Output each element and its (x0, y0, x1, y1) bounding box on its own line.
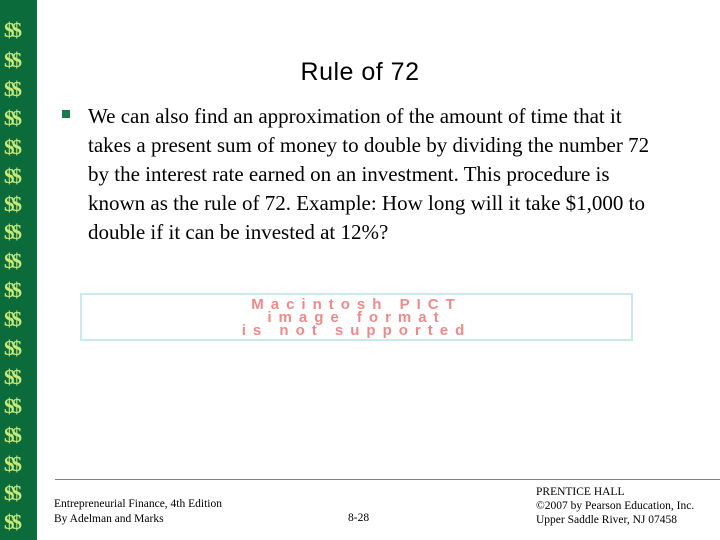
square-bullet-icon (62, 110, 70, 118)
footer-book-title: Entrepreneurial Finance, 4th Edition (54, 498, 222, 510)
dollar-mark: $$ (4, 394, 19, 418)
dollar-mark: $$ (4, 48, 19, 72)
dollar-mark: $$ (4, 481, 19, 505)
placeholder-line: Macintosh PICT (251, 296, 462, 313)
footer-authors: By Adelman and Marks (54, 513, 164, 525)
placeholder-line: image format (267, 309, 446, 326)
dollar-mark: $$ (4, 192, 19, 216)
footer-book-info (54, 497, 222, 527)
page-number: 8-28 (348, 512, 370, 524)
dollar-sign-sidebar (0, 0, 37, 540)
dollar-mark: $$ (4, 77, 19, 101)
dollar-mark: $$ (4, 106, 19, 130)
dollar-mark: $$ (4, 423, 19, 447)
bullet-text: We can also find an approximation of the amount of time that it takes a present sum of money to double by dividing the number 72 by the interest rate earned on an investment. This procedure is known as the rule of 72. Example: How long will it take $1,000 to double if it can be invested at 12%? (88, 104, 650, 244)
dollar-mark: $$ (4, 510, 19, 534)
footer-copyright: ©2007 by Pearson Education, Inc. (536, 500, 695, 512)
dollar-mark: $$ (4, 249, 19, 273)
dollar-mark: $$ (4, 18, 19, 42)
footer-address: Upper Saddle River, NJ 07458 (536, 514, 678, 526)
dollar-mark: $$ (4, 336, 19, 360)
unsupported-image-placeholder (80, 293, 633, 341)
footer-publisher-info (536, 485, 694, 527)
dollar-mark: $$ (4, 365, 19, 389)
dollar-mark: $$ (4, 452, 19, 476)
footer-publisher: PRENTICE HALL (536, 486, 625, 498)
dollar-mark: $$ (4, 307, 19, 331)
footer-divider (55, 479, 720, 480)
dollar-mark: $$ (4, 164, 19, 188)
placeholder-line: is not supported (241, 322, 472, 339)
dollar-mark: $$ (4, 135, 19, 159)
dollar-mark: $$ (4, 220, 19, 244)
slide-title: Rule of 72 (300, 58, 420, 86)
dollar-mark: $$ (4, 278, 19, 302)
